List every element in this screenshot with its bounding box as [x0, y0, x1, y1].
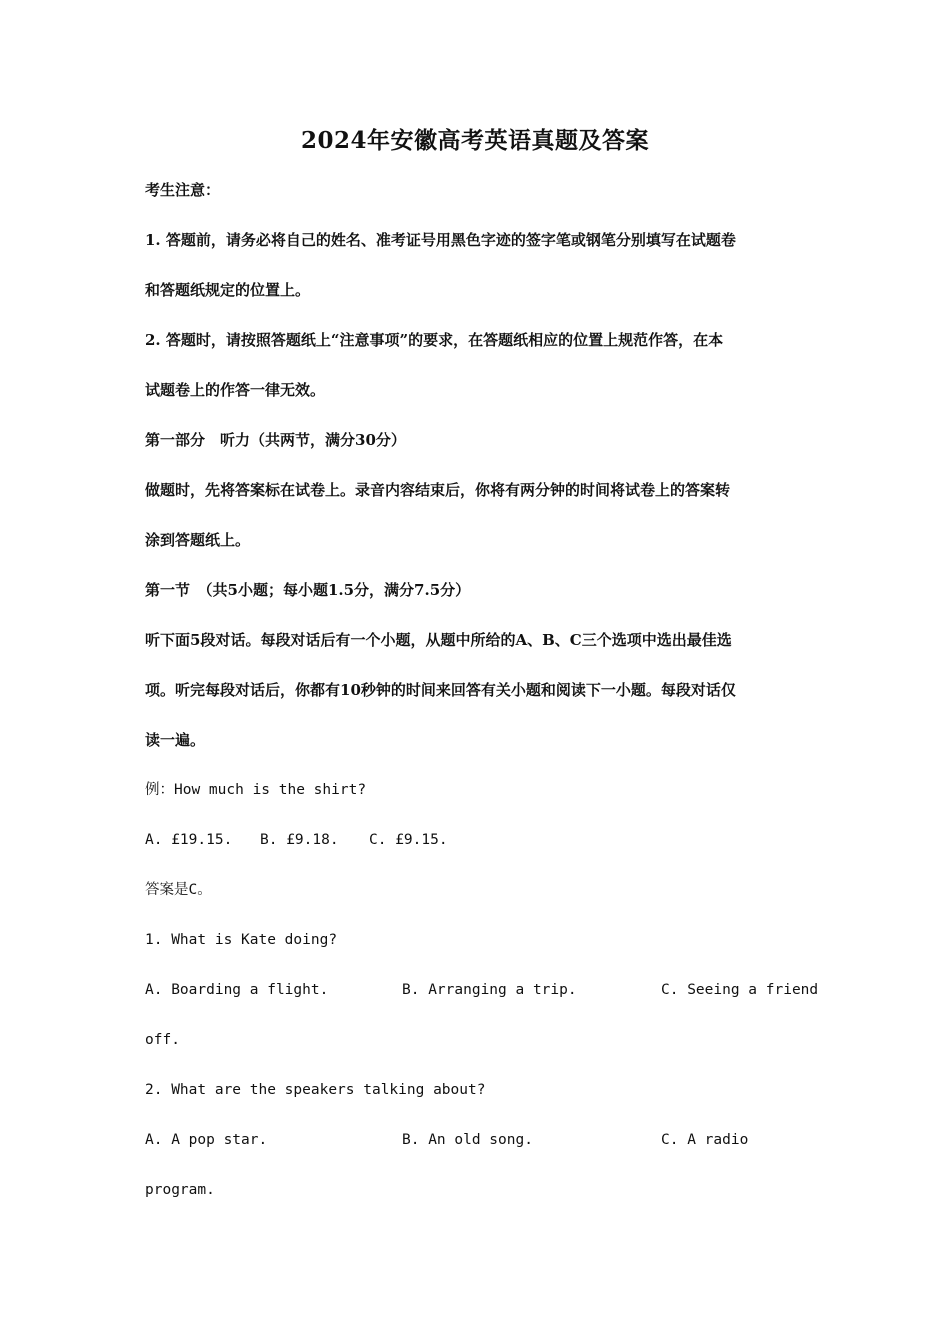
example-option-c: C. £9.15.	[369, 832, 448, 848]
part1-instruction: 做题时，先将答案标在试卷上。录音内容结束后，你将有两分钟的时间将试卷上的答案转	[145, 481, 731, 499]
example-option-a: A. £19.15.	[145, 832, 233, 848]
question-2-option-c-cont: program.	[145, 1182, 215, 1198]
part1-instruction-cont: 涂到答题纸上。	[145, 531, 251, 549]
notice-item-2-cont: 试题卷上的作答一律无效。	[145, 381, 326, 399]
notice-item-2: 2. 答题时，请按照答题纸上“注意事项”的要求，在答题纸相应的位置上规范作答，在本	[145, 331, 724, 349]
section1-instruction-cont: 项。听完每段对话后，你都有10秒钟的时间来回答有关小题和阅读下一小题。每段对话仅	[145, 681, 736, 699]
section1-heading: 第一节 （共5小题；每小题1.5分，满分7.5分）	[145, 581, 471, 599]
question-1-option-b: B. Arranging a trip.	[402, 982, 577, 998]
question-1-stem: 1. What is Kate doing?	[145, 932, 338, 948]
question-2-option-b: B. An old song.	[402, 1132, 533, 1148]
notice-heading: 考生注意：	[145, 181, 221, 199]
notice-item-1-cont: 和答题纸规定的位置上。	[145, 281, 311, 299]
example-option-b: B. £9.18.	[260, 832, 339, 848]
example-answer: 答案是C。	[145, 882, 212, 898]
part1-heading: 第一部分 听力（共两节，满分30分）	[145, 431, 406, 449]
question-1-option-c: C. Seeing a friend	[661, 982, 819, 998]
document-title: 2024年安徽高考英语真题及答案	[300, 127, 649, 154]
question-2-stem: 2. What are the speakers talking about?	[145, 1082, 486, 1098]
question-2-option-c: C. A radio	[661, 1132, 749, 1148]
section1-instruction-end: 读一遍。	[145, 731, 206, 749]
section1-instruction: 听下面5段对话。每段对话后有一个小题，从题中所给的A、B、C三个选项中选出最佳选	[145, 631, 732, 649]
question-1-option-a: A. Boarding a flight.	[145, 982, 329, 998]
question-2-option-a: A. A pop star.	[145, 1132, 268, 1148]
example-question: 例：How much is the shirt?	[145, 782, 367, 798]
notice-item-1: 1. 答题前，请务必将自己的姓名、准考证号用黑色字迹的签字笔或钢笔分别填写在试题卷	[145, 231, 736, 249]
question-1-option-c-cont: off.	[145, 1032, 180, 1048]
